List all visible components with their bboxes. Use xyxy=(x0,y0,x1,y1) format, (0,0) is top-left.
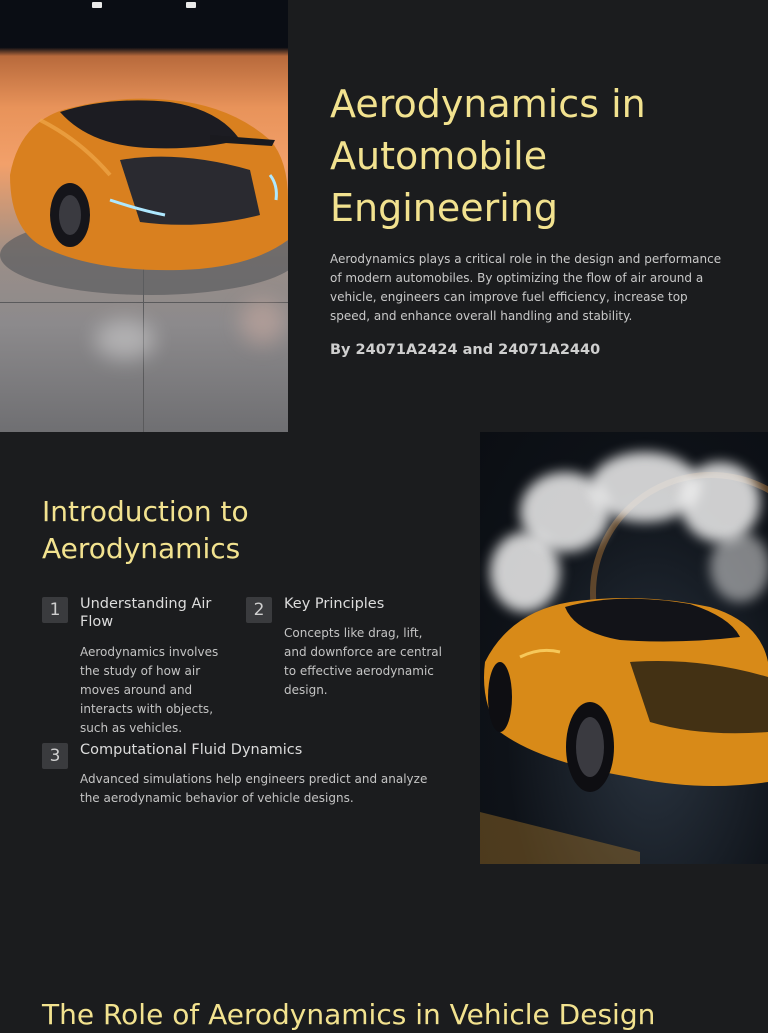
item-text: Aerodynamics involves the study of how air moves around and interacts with objects, such as vehicles. xyxy=(80,645,219,735)
intro-title: Introduction to Aerodynamics xyxy=(42,495,249,565)
item-number: 3 xyxy=(42,743,68,769)
item-title: Key Principles xyxy=(284,596,385,612)
item-number: 2 xyxy=(246,597,272,623)
item-title: Understanding Air Flow xyxy=(80,596,212,630)
hero-title: Aerodynamics in Automobile Engineering xyxy=(330,82,646,230)
hero-authors: By 24071A2424 and 24071A2440 xyxy=(330,342,601,358)
hero-car-image xyxy=(0,0,288,432)
item-title: Computational Fluid Dynamics xyxy=(80,742,303,758)
gold-car-icon xyxy=(480,432,768,864)
hero-description: Aerodynamics plays a critical role in the design and performance of modern automobiles. By optimizing the flow of air around a vehicle, engineers can improve fuel efficiency, increase top speed, and enhance overall handling and stability. xyxy=(330,252,722,323)
role-title: The Role of Aerodynamics in Vehicle Design xyxy=(42,998,656,1031)
orange-car-icon xyxy=(0,0,288,432)
item-number: 1 xyxy=(42,597,68,623)
side-car-image xyxy=(480,432,768,864)
item-text: Advanced simulations help engineers predict and analyze the aerodynamic behavior of vehicle designs. xyxy=(80,772,428,805)
item-text: Concepts like drag, lift, and downforce are central to effective aerodynamic design. xyxy=(284,626,442,697)
